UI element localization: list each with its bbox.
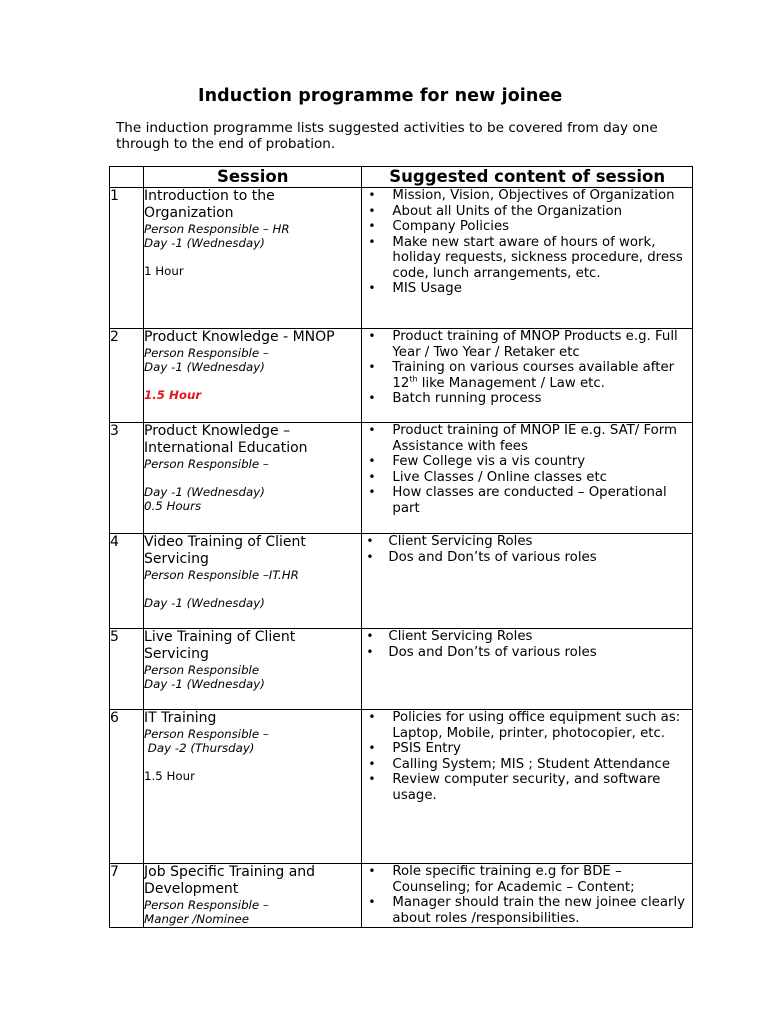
- table-row: [110, 629, 693, 710]
- bullet-icon: •: [368, 864, 376, 878]
- list-item: • Manager should train the new joinee clearly about roles /responsibilities.: [368, 895, 686, 926]
- content-cell: [362, 423, 693, 534]
- bullet-icon: •: [368, 234, 376, 249]
- person-responsible: Person Responsible – HR: [144, 222, 290, 236]
- list-item: • Make new start aware of hours of work, holiday requests, sickness procedure, dress code, lunch arrangements, etc.: [368, 234, 683, 281]
- bullet-icon: •: [366, 549, 374, 564]
- row-number: 5: [110, 629, 144, 710]
- bullet-icon: •: [368, 203, 376, 218]
- bullet-icon: •: [368, 360, 376, 374]
- row-number: 3: [110, 423, 144, 534]
- person-responsible: Person Responsible –IT.HR: [144, 568, 299, 582]
- list-item: • Review computer security, and software usage.: [368, 772, 661, 803]
- session-day: Day -1 (Wednesday): [144, 596, 265, 610]
- list-item: • Few College vis a vis country: [368, 454, 586, 469]
- content-cell: [362, 864, 693, 928]
- session-duration: 1 Hour: [144, 264, 184, 278]
- table-row: [110, 864, 693, 928]
- bullet-icon: •: [368, 391, 376, 405]
- document-title: Induction programme for new joinee: [198, 86, 563, 106]
- table-row: [110, 423, 693, 534]
- session-day: Day -1 (Wednesday): [144, 485, 265, 499]
- session-day: Day -1 (Wednesday): [144, 236, 265, 250]
- session-cell: [144, 534, 362, 629]
- induction-table: [109, 166, 693, 928]
- content-cell: [362, 329, 693, 423]
- bullet-icon: •: [366, 644, 374, 659]
- session-duration: 0.5 Hours: [144, 499, 202, 513]
- list-item: • PSIS Entry: [368, 741, 461, 756]
- list-item: • Role specific training e.g for BDE – Counseling; for Academic – Content;: [368, 864, 635, 895]
- bullet-icon: •: [368, 895, 376, 909]
- session-cell: [144, 329, 362, 423]
- content-cell: [362, 534, 693, 629]
- bullet-icon: •: [368, 741, 376, 755]
- row-number: 6: [110, 710, 144, 864]
- session-cell: [144, 864, 362, 928]
- table-row: [110, 188, 693, 329]
- session-title: Introduction to the Organization: [144, 188, 275, 221]
- bullet-icon: •: [368, 188, 376, 202]
- list-item: • Live Classes / Online classes etc: [368, 469, 607, 485]
- session-title: Product Knowledge – International Education: [144, 423, 308, 456]
- bullet-icon: •: [366, 534, 374, 548]
- person-responsible: Person Responsible –: [144, 898, 269, 912]
- bullet-icon: •: [368, 756, 376, 771]
- bullet-icon: •: [368, 423, 376, 437]
- session-cell: [144, 629, 362, 710]
- table-row: [110, 534, 693, 629]
- content-cell: [362, 710, 693, 864]
- row-number: 2: [110, 329, 144, 423]
- table-row: [110, 710, 693, 864]
- session-duration: 1.5 Hour: [144, 769, 195, 783]
- session-cell: [144, 423, 362, 534]
- list-item: • Mission, Vision, Objectives of Organization: [368, 188, 675, 203]
- person-responsible: Person Responsible –: [144, 457, 269, 471]
- session-day: Day -1 (Wednesday): [144, 677, 265, 691]
- header-content: Suggested content of session: [362, 167, 693, 188]
- list-item: • Company Policies: [368, 219, 510, 234]
- session-cell: [144, 710, 362, 864]
- session-title: Video Training of Client Servicing: [144, 534, 306, 567]
- table-row: [110, 329, 693, 423]
- row-number: 7: [110, 864, 144, 928]
- session-day: Day -1 (Wednesday): [144, 360, 265, 374]
- list-item: • Training on various courses available after 12th like Management / Law etc.: [368, 360, 675, 391]
- header-number: [110, 167, 144, 188]
- person-responsible: Person Responsible –: [144, 346, 269, 360]
- session-title: Job Specific Training and Development: [144, 864, 316, 897]
- bullet-icon: •: [368, 772, 376, 786]
- bullet-icon: •: [368, 710, 376, 724]
- list-item: • Dos and Don’ts of various roles: [366, 549, 597, 565]
- session-day: Day -2 (Thursday): [144, 741, 255, 755]
- table-header-row: [110, 167, 693, 188]
- person-responsible: Person Responsible: [144, 663, 260, 677]
- bullet-icon: •: [368, 469, 376, 484]
- content-cell: [362, 629, 693, 710]
- header-session: Session: [144, 167, 362, 188]
- row-number: 1: [110, 188, 144, 329]
- list-item: • Batch running process: [368, 391, 542, 406]
- person-responsible: Person Responsible –: [144, 727, 269, 741]
- list-item: • How classes are conducted – Operational part: [368, 485, 667, 516]
- list-item: • Client Servicing Roles: [366, 534, 533, 549]
- list-item: • Dos and Don’ts of various roles: [366, 644, 597, 660]
- session-cell: [144, 188, 362, 329]
- bullet-icon: •: [368, 485, 376, 499]
- list-item: • Product training of MNOP IE e.g. SAT/ Form Assistance with fees: [368, 423, 677, 454]
- list-item: • MIS Usage: [368, 281, 462, 296]
- bullet-icon: •: [366, 629, 374, 643]
- list-item: • Client Servicing Roles: [366, 629, 533, 644]
- session-duration: 1.5 Hour: [144, 388, 202, 402]
- session-title: Product Knowledge - MNOP: [144, 329, 335, 345]
- bullet-icon: •: [368, 281, 376, 295]
- row-number: 4: [110, 534, 144, 629]
- content-cell: [362, 188, 693, 329]
- intro-paragraph: The induction programme lists suggested activities to be covered from day one through to the end of probation.: [116, 120, 658, 152]
- list-item: • Policies for using office equipment such as: Laptop, Mobile, printer, photocopier, etc.: [368, 710, 681, 741]
- list-item: • About all Units of the Organization: [368, 203, 623, 219]
- bullet-icon: •: [368, 454, 376, 468]
- bullet-icon: •: [368, 219, 376, 233]
- list-item: • Calling System; MIS ; Student Attendance: [368, 756, 671, 772]
- session-title: IT Training: [144, 710, 217, 726]
- list-item: • Product training of MNOP Products e.g. Full Year / Two Year / Retaker etc: [368, 329, 678, 360]
- session-title: Live Training of Client Servicing: [144, 629, 296, 662]
- bullet-icon: •: [368, 329, 376, 343]
- responsible-manager: Manger /Nominee: [144, 912, 250, 926]
